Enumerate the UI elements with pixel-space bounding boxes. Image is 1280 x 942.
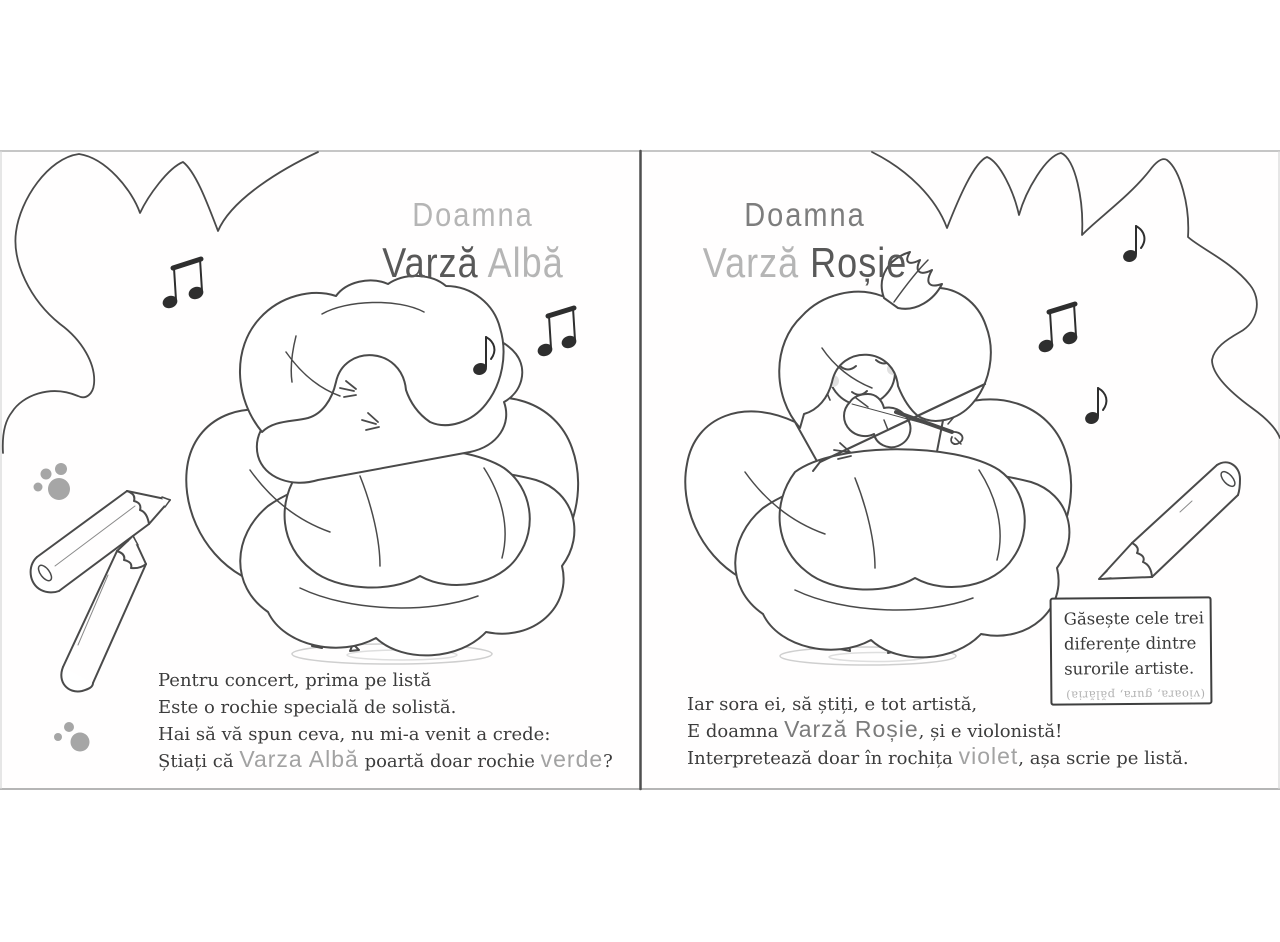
poem-line: Iar sora ei, să știți, e tot artistă,	[687, 694, 978, 715]
title-word-rosie: Roșie	[810, 238, 908, 287]
eighth-note-icon	[1085, 388, 1107, 425]
poem-line: Hai să vă spun ceva, nu mi-a venit a crede:	[158, 724, 551, 745]
poem-text: , și e violonistă!	[918, 721, 1063, 742]
poem-line	[158, 748, 613, 775]
title-prefix: Doamna	[412, 197, 534, 235]
left-page-poem	[158, 667, 613, 775]
cabbage-lady-violinist-illustration	[685, 252, 1071, 665]
challenge-line: surorile artiste.	[1064, 658, 1195, 679]
beamed-note-icon	[162, 259, 204, 309]
title-word-varza: Varză	[702, 238, 800, 287]
poem-line	[687, 745, 1189, 772]
poem-text: E doamna	[687, 721, 785, 742]
handwritten-name: Varza Albă	[239, 746, 359, 772]
poem-text: , așa scrie pe listă.	[1018, 748, 1189, 769]
title-name	[363, 239, 583, 288]
title-name	[695, 239, 915, 288]
beamed-note-icon	[537, 308, 577, 357]
poem-line: Pentru concert, prima pe listă	[158, 670, 432, 691]
handwritten-name: Varză Roșie	[784, 716, 919, 742]
challenge-line: Găsește cele trei	[1063, 608, 1205, 629]
pencil-lower-left	[61, 536, 146, 691]
handwritten-color-word: verde	[540, 746, 604, 772]
pencil-upper-left	[31, 491, 170, 592]
title-prefix: Doamna	[744, 197, 866, 235]
upside-down-answer: (vioara, gura, pălăria)	[1065, 687, 1206, 703]
cabbage-lady-singing-illustration	[186, 276, 578, 664]
challenge-box	[1050, 596, 1213, 705]
poem-text: poartă doar rochie	[358, 751, 541, 772]
title-word-alba: Albă	[487, 238, 564, 287]
challenge-line: diferențe dintre	[1063, 633, 1197, 654]
title-word-varza: Varză	[382, 238, 479, 287]
eighth-note-icon	[1123, 226, 1145, 263]
poem-line	[687, 718, 1189, 745]
right-page-title	[695, 197, 915, 287]
paw-print-bottom-left	[54, 722, 90, 752]
left-page-title	[363, 197, 583, 287]
poem-text: Interpretează doar în rochița	[687, 748, 959, 769]
paw-print-top-left	[34, 463, 71, 500]
beamed-note-icon	[1038, 304, 1078, 353]
pencil-right	[1099, 462, 1240, 579]
poem-text: Știați că	[158, 751, 240, 772]
handwritten-color-word: violet	[958, 743, 1019, 769]
floppy-hat	[779, 282, 991, 428]
poem-text: ?	[603, 751, 613, 772]
poem-line: Este o rochie specială de solistă.	[158, 697, 457, 718]
